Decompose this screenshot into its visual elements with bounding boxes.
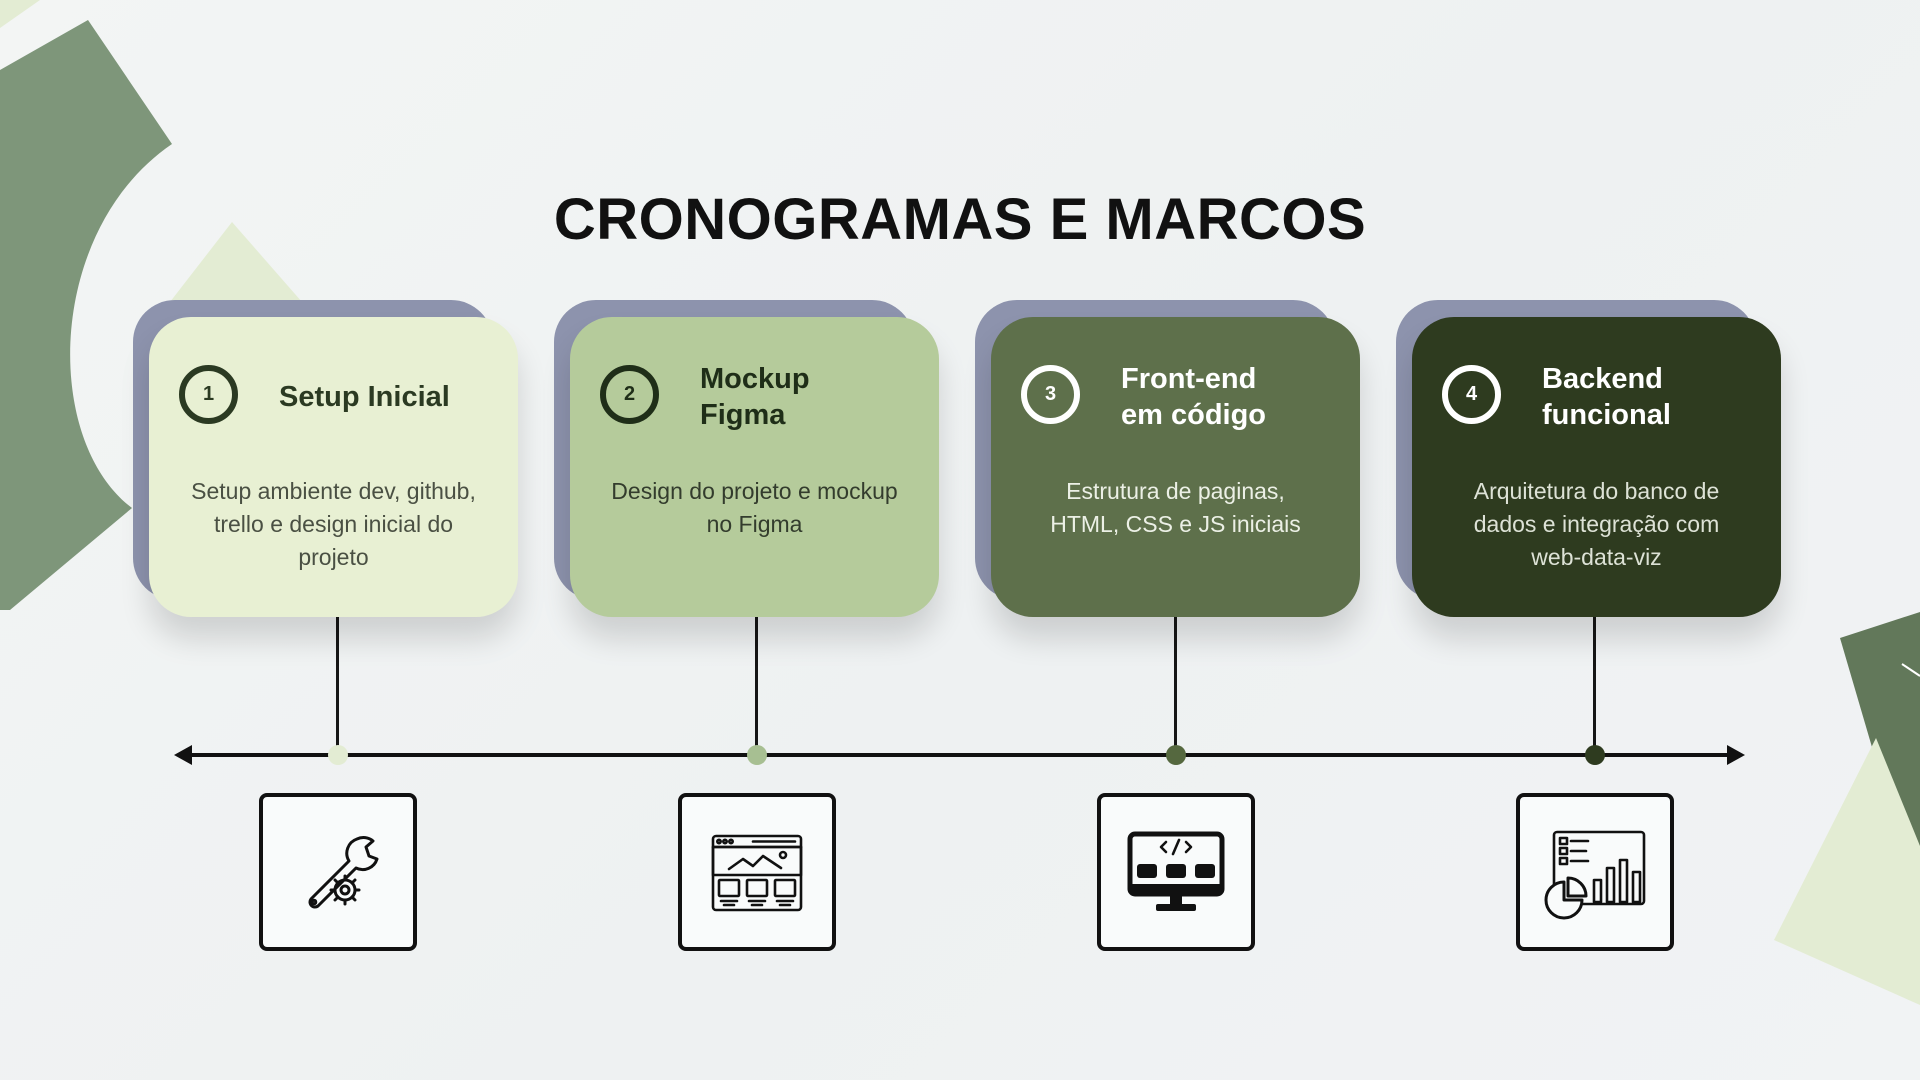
timeline-arrow-right bbox=[1727, 745, 1745, 765]
milestone-description: Setup ambiente dev, github, trello e design inicial do projeto bbox=[191, 478, 476, 570]
card-body bbox=[149, 317, 518, 617]
milestone-card-1 bbox=[133, 300, 518, 617]
timeline-connector-2 bbox=[755, 617, 758, 753]
milestone-description: Design do projeto e mockup no Figma bbox=[611, 478, 898, 537]
timeline-connector-4 bbox=[1593, 617, 1596, 753]
milestone-description: Estrutura de paginas, HTML, CSS e JS iniciais bbox=[1050, 478, 1301, 537]
card-body bbox=[1412, 317, 1781, 617]
milestone-icon-box-2 bbox=[678, 793, 836, 951]
timeline-dot-1 bbox=[328, 745, 348, 765]
code-monitor-icon bbox=[1126, 824, 1226, 920]
dashboard-chart-icon bbox=[1540, 824, 1650, 920]
milestone-icon-box-4 bbox=[1516, 793, 1674, 951]
milestone-description: Arquitetura do banco de dados e integração com web-data-viz bbox=[1473, 478, 1720, 570]
card-body bbox=[570, 317, 939, 617]
step-number-badge: 2 bbox=[600, 365, 659, 424]
milestone-title: Mockup Figma bbox=[700, 363, 810, 431]
timeline-connector-1 bbox=[336, 617, 339, 753]
milestone-card-2 bbox=[554, 300, 939, 617]
step-number-badge: 1 bbox=[179, 365, 238, 424]
wrench-gear-icon bbox=[293, 827, 383, 917]
milestone-card-4 bbox=[1396, 300, 1781, 617]
timeline-dot-2 bbox=[747, 745, 767, 765]
timeline-connector-3 bbox=[1174, 617, 1177, 753]
timeline-dot-4 bbox=[1585, 745, 1605, 765]
milestone-icon-box-3 bbox=[1097, 793, 1255, 951]
step-number-badge: 3 bbox=[1021, 365, 1080, 424]
milestone-card-3 bbox=[975, 300, 1360, 617]
step-number-badge: 4 bbox=[1442, 365, 1501, 424]
milestone-title: Front-end em código bbox=[1121, 363, 1267, 431]
milestone-title: Backend funcional bbox=[1542, 363, 1671, 431]
timeline-dot-3 bbox=[1166, 745, 1186, 765]
card-body bbox=[991, 317, 1360, 617]
web-mockup-icon bbox=[709, 824, 805, 920]
milestone-icon-box-1 bbox=[259, 793, 417, 951]
milestone-title: Setup Inicial bbox=[279, 381, 450, 413]
page-title: CRONOGRAMAS E MARCOS bbox=[553, 187, 1367, 252]
timeline-arrow-left bbox=[174, 745, 192, 765]
